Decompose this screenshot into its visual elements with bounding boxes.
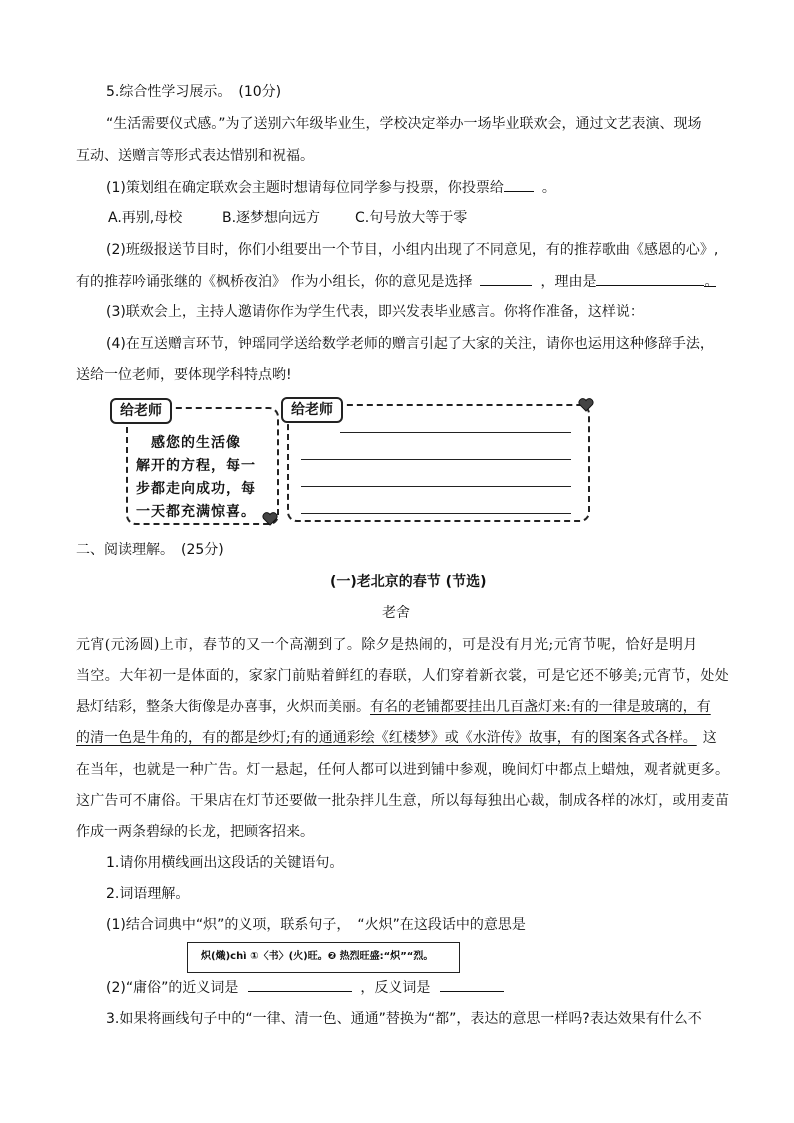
answer-line[interactable]	[301, 459, 571, 460]
dictionary-entry: 炽(熾)chì ①〈书〉(火)旺。❷ 热烈旺盛:“炽”“烈。	[201, 951, 434, 962]
example-card-tag: 给老师	[110, 398, 172, 424]
antonym-blank[interactable]	[440, 977, 504, 992]
reason-blank[interactable]	[596, 271, 704, 286]
q5-part-3: (3)联欢会上，主持人邀请你作为学生代表，即兴发表毕业感言。你将作准备，这样说：	[106, 304, 644, 320]
q5-part-2-text-a: 有的推荐吟诵张继的《枫桥夜泊》 作为小组长，你的意见是选择	[76, 274, 473, 290]
passage-text: 这	[702, 730, 717, 746]
question-2-2-text-b: ，反义词是	[360, 980, 431, 996]
passage-line-with-underline	[76, 728, 717, 748]
q5-part-1	[106, 177, 556, 198]
example-card-text	[136, 432, 256, 524]
heart-icon	[578, 398, 594, 412]
option-b[interactable]: B.逐梦想向远方	[222, 210, 321, 226]
answer-line[interactable]	[301, 513, 571, 514]
choice-blank[interactable]	[480, 271, 532, 286]
passage-line: 作成一两条碧绿的长龙，把顾客招来。	[76, 824, 314, 840]
q5-part-2-end: 。	[704, 274, 719, 290]
vote-answer-blank[interactable]	[504, 177, 534, 192]
q5-title: 5.综合性学习展示。 (10分)	[106, 84, 282, 100]
underlined-sentence: 的清一色是牛角的，有的都是纱灯;有的通通彩绘《红楼梦》或《水浒传》故事，有的图案各式各样。	[76, 730, 697, 746]
q5-part-4-line-1: (4)在互送赠言环节，钟瑶同学送给数学老师的赠言引起了大家的关注，请你也运用这种修辞手法，	[106, 336, 714, 352]
q5-part-2-line-1: (2)班级报送节目时，你们小组要出一个节目，小组内出现了不同意见，有的推荐歌曲《感恩的心》,	[106, 242, 719, 258]
question-2-2	[106, 977, 504, 998]
heart-icon	[262, 512, 278, 526]
answer-card-tag: 给老师	[281, 397, 343, 423]
passage-line: 在当年，也就是一种广告。灯一悬起，任何人都可以进到铺中参观，晚间灯中都点上蜡烛，观者就更多。	[76, 762, 730, 778]
passage-line: 这广告可不庸俗。干果店在灯节还要做一批杂拌儿生意，所以每每独出心裁，制成各样的冰灯，或用麦苗	[76, 793, 730, 809]
q5-part-2-text-b: ，理由是	[540, 274, 597, 290]
example-card-line: 感您的生活像	[136, 435, 241, 451]
passage-line: 当空。大年初一是体面的，家家门前贴着鲜红的春联，人们穿着新衣裳，可是它还不够美;元宵节，处处	[76, 668, 730, 684]
answer-line[interactable]	[301, 486, 571, 487]
q5-part-1-end: 。	[541, 180, 556, 196]
q5-part-2-line-2	[76, 271, 719, 292]
example-card-line: 解开的方程，每一	[136, 458, 256, 474]
example-card-line: 一天都充满惊喜。	[136, 504, 256, 520]
section-title: 二、阅读理解。 (25分)	[76, 542, 224, 558]
question-2-1: (1)结合词典中“炽”的义项，联系句子， “火炽”在这段话中的意思是	[106, 917, 526, 933]
q5-part-4-line-2: 送给一位老师，要体现学科特点哟!	[76, 367, 292, 383]
passage-title: (一)老北京的春节 (节选)	[330, 574, 487, 590]
passage-author: 老舍	[382, 605, 410, 621]
answer-line[interactable]	[340, 432, 571, 433]
option-c[interactable]: C.句号放大等于零	[355, 210, 468, 226]
q5-intro-line-1: “生活需要仪式感。”为了送别六年级毕业生，学校决定举办一场毕业联欢会，通过文艺表演、现场	[106, 116, 702, 132]
example-card-line: 步都走向成功，每	[136, 481, 256, 497]
passage-text: 悬灯结彩，整条大街像是办喜事，火炽而美丽。	[76, 699, 370, 715]
question-1: 1.请你用横线画出这段话的关键语句。	[106, 855, 344, 871]
passage-line: 元宵(元汤圆)上市，春节的又一个高潮到了。除夕是热闹的，可是没有月光;元宵节呢，恰好是明月	[76, 637, 698, 653]
question-2-2-text-a: (2)“庸俗”的近义词是	[106, 980, 239, 996]
question-3: 3.如果将画线句子中的“一律、清一色、通通”替换为“都”，表达的意思一样吗?表达效果有什么不	[106, 1011, 702, 1027]
option-a[interactable]: A.再别,母校	[108, 210, 183, 226]
q5-part-1-text: (1)策划组在确定联欢会主题时想请每位同学参与投票，你投票给	[106, 180, 504, 196]
question-2: 2.词语理解。	[106, 886, 190, 902]
q5-intro-line-2: 互动、送赠言等形式表达惜别和祝福。	[76, 148, 314, 164]
passage-line-with-underline	[76, 697, 711, 717]
synonym-blank[interactable]	[248, 977, 352, 992]
underlined-sentence: 有名的老铺都要挂出几百盏灯来:有的一律是玻璃的，有	[370, 699, 711, 715]
